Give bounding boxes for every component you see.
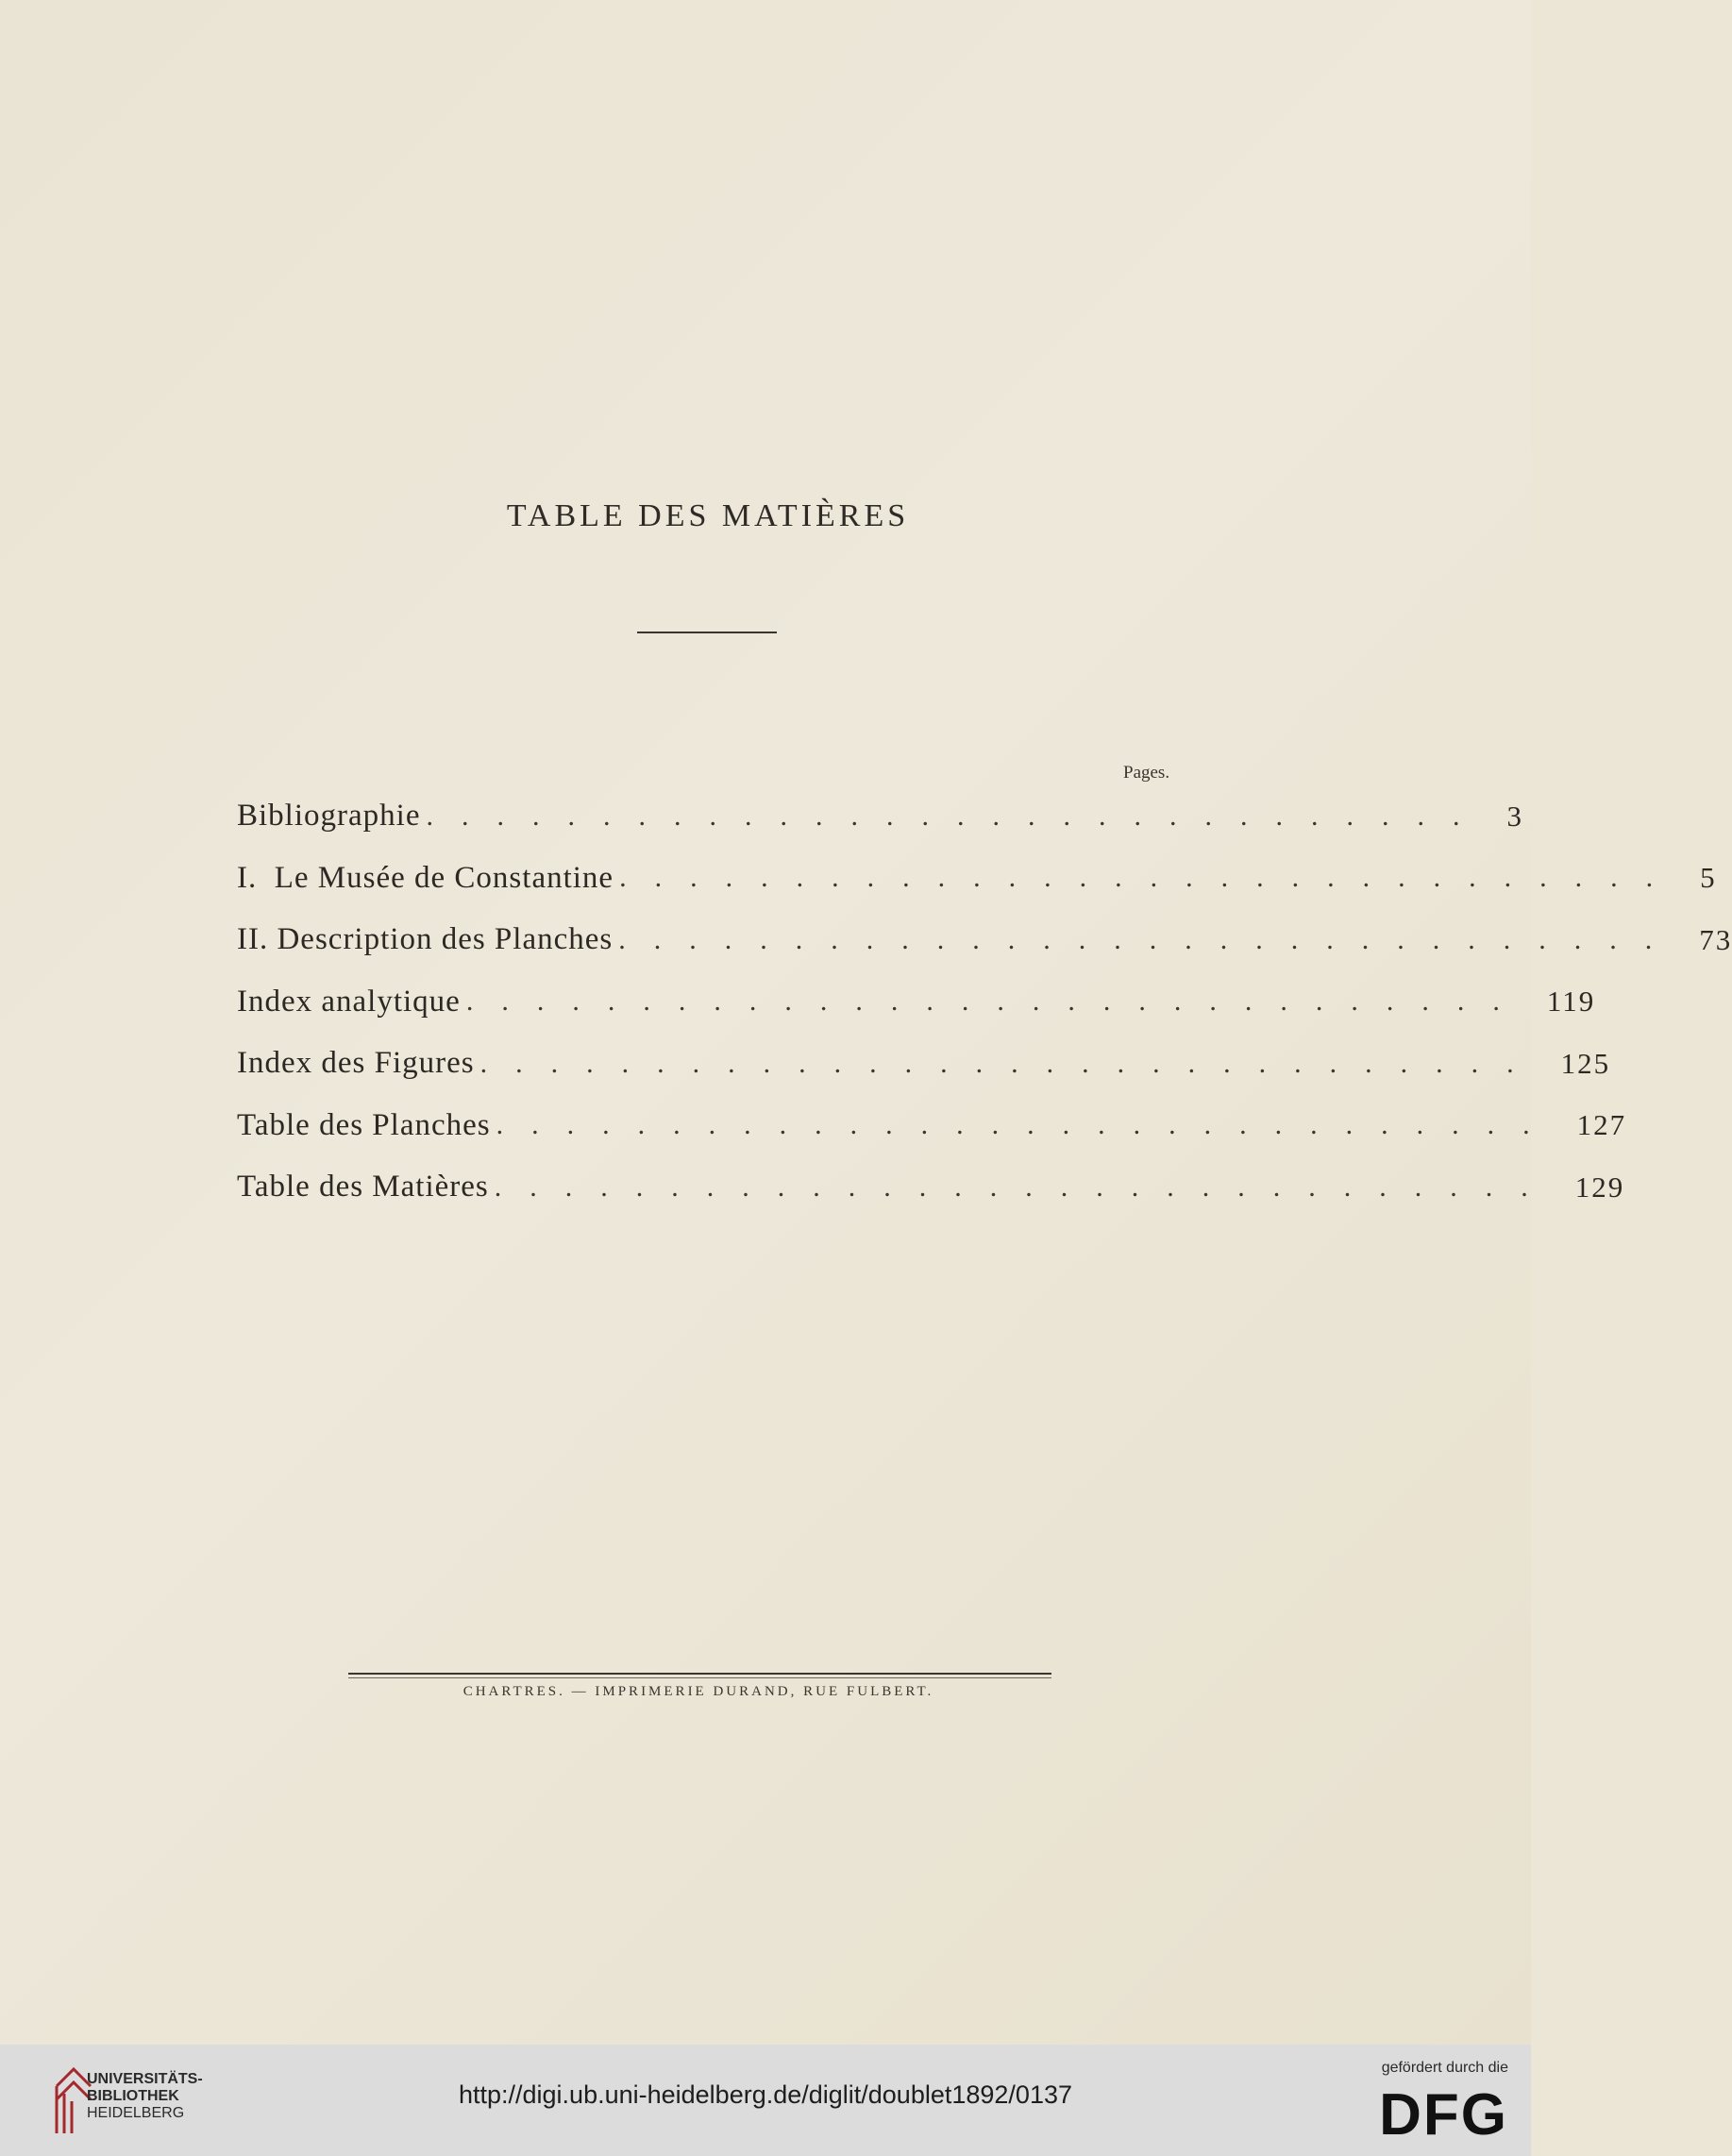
toc-entry-title: Index analytique: [237, 984, 461, 1019]
toc-leader-dots: ..............................: [618, 923, 1681, 955]
toc-entry-page: 5: [1700, 861, 1717, 895]
toc-entry-page: 129: [1574, 1170, 1625, 1204]
title-divider: [637, 632, 777, 633]
library-name-line1: UNIVERSITÄTS-: [87, 2071, 203, 2087]
page-title: TABLE DES MATIÈRES: [506, 498, 910, 533]
library-name-line2: BIBLIOTHEK: [87, 2088, 179, 2104]
toc-entry-page: 125: [1560, 1046, 1611, 1080]
toc-entry-page: 73: [1699, 922, 1732, 956]
printer-rule: [348, 1673, 1051, 1675]
toc-entry: [237, 1033, 1611, 1095]
library-name-line3: HEIDELBERG: [87, 2105, 185, 2121]
toc-entry: [237, 1156, 1625, 1219]
toc-entry-title: Bibliographie: [237, 799, 421, 834]
toc-entry-page: 127: [1576, 1108, 1627, 1142]
dfg-logo: DFG: [1379, 2082, 1508, 2148]
toc-entry-title: Table des Planches: [237, 1107, 491, 1142]
toc-entry-title: I. Le Musée de Constantine: [237, 860, 614, 895]
toc-entry: [237, 848, 1717, 910]
toc-leader-dots: ..............................: [465, 985, 1528, 1018]
table-of-contents: [237, 785, 1732, 1219]
toc-leader-dots: ..............................: [496, 1109, 1558, 1141]
toc-entry: [237, 909, 1732, 971]
toc-entry-title: Index des Figures: [237, 1046, 475, 1081]
toc-entry-title: Table des Matières: [237, 1170, 489, 1204]
toc-leader-dots: ..............................: [494, 1171, 1556, 1203]
pages-column-label: Pages.: [1123, 763, 1170, 783]
printer-imprint: CHARTRES. — IMPRIMERIE DURAND, RUE FULBERT.: [462, 1684, 934, 1699]
toc-entry-page: 3: [1506, 799, 1523, 833]
toc-entry: [237, 1095, 1627, 1157]
toc-entry-page: 119: [1546, 985, 1596, 1019]
toc-entry: [237, 785, 1523, 848]
toc-leader-dots: ..............................: [479, 1047, 1542, 1079]
digitization-footer: [0, 2045, 1531, 2156]
printer-rule-thin: [348, 1677, 1051, 1678]
toc-leader-dots: ..............................: [426, 800, 1488, 832]
toc-entry-title: II. Description des Planches: [237, 922, 614, 957]
page-url-link[interactable]: http://digi.ub.uni-heidelberg.de/diglit/doublet1892/0137: [458, 2080, 1072, 2109]
toc-entry: [237, 971, 1596, 1034]
funded-by-label: gefördert durch die: [1381, 2060, 1508, 2076]
toc-leader-dots: ..............................: [619, 862, 1682, 894]
